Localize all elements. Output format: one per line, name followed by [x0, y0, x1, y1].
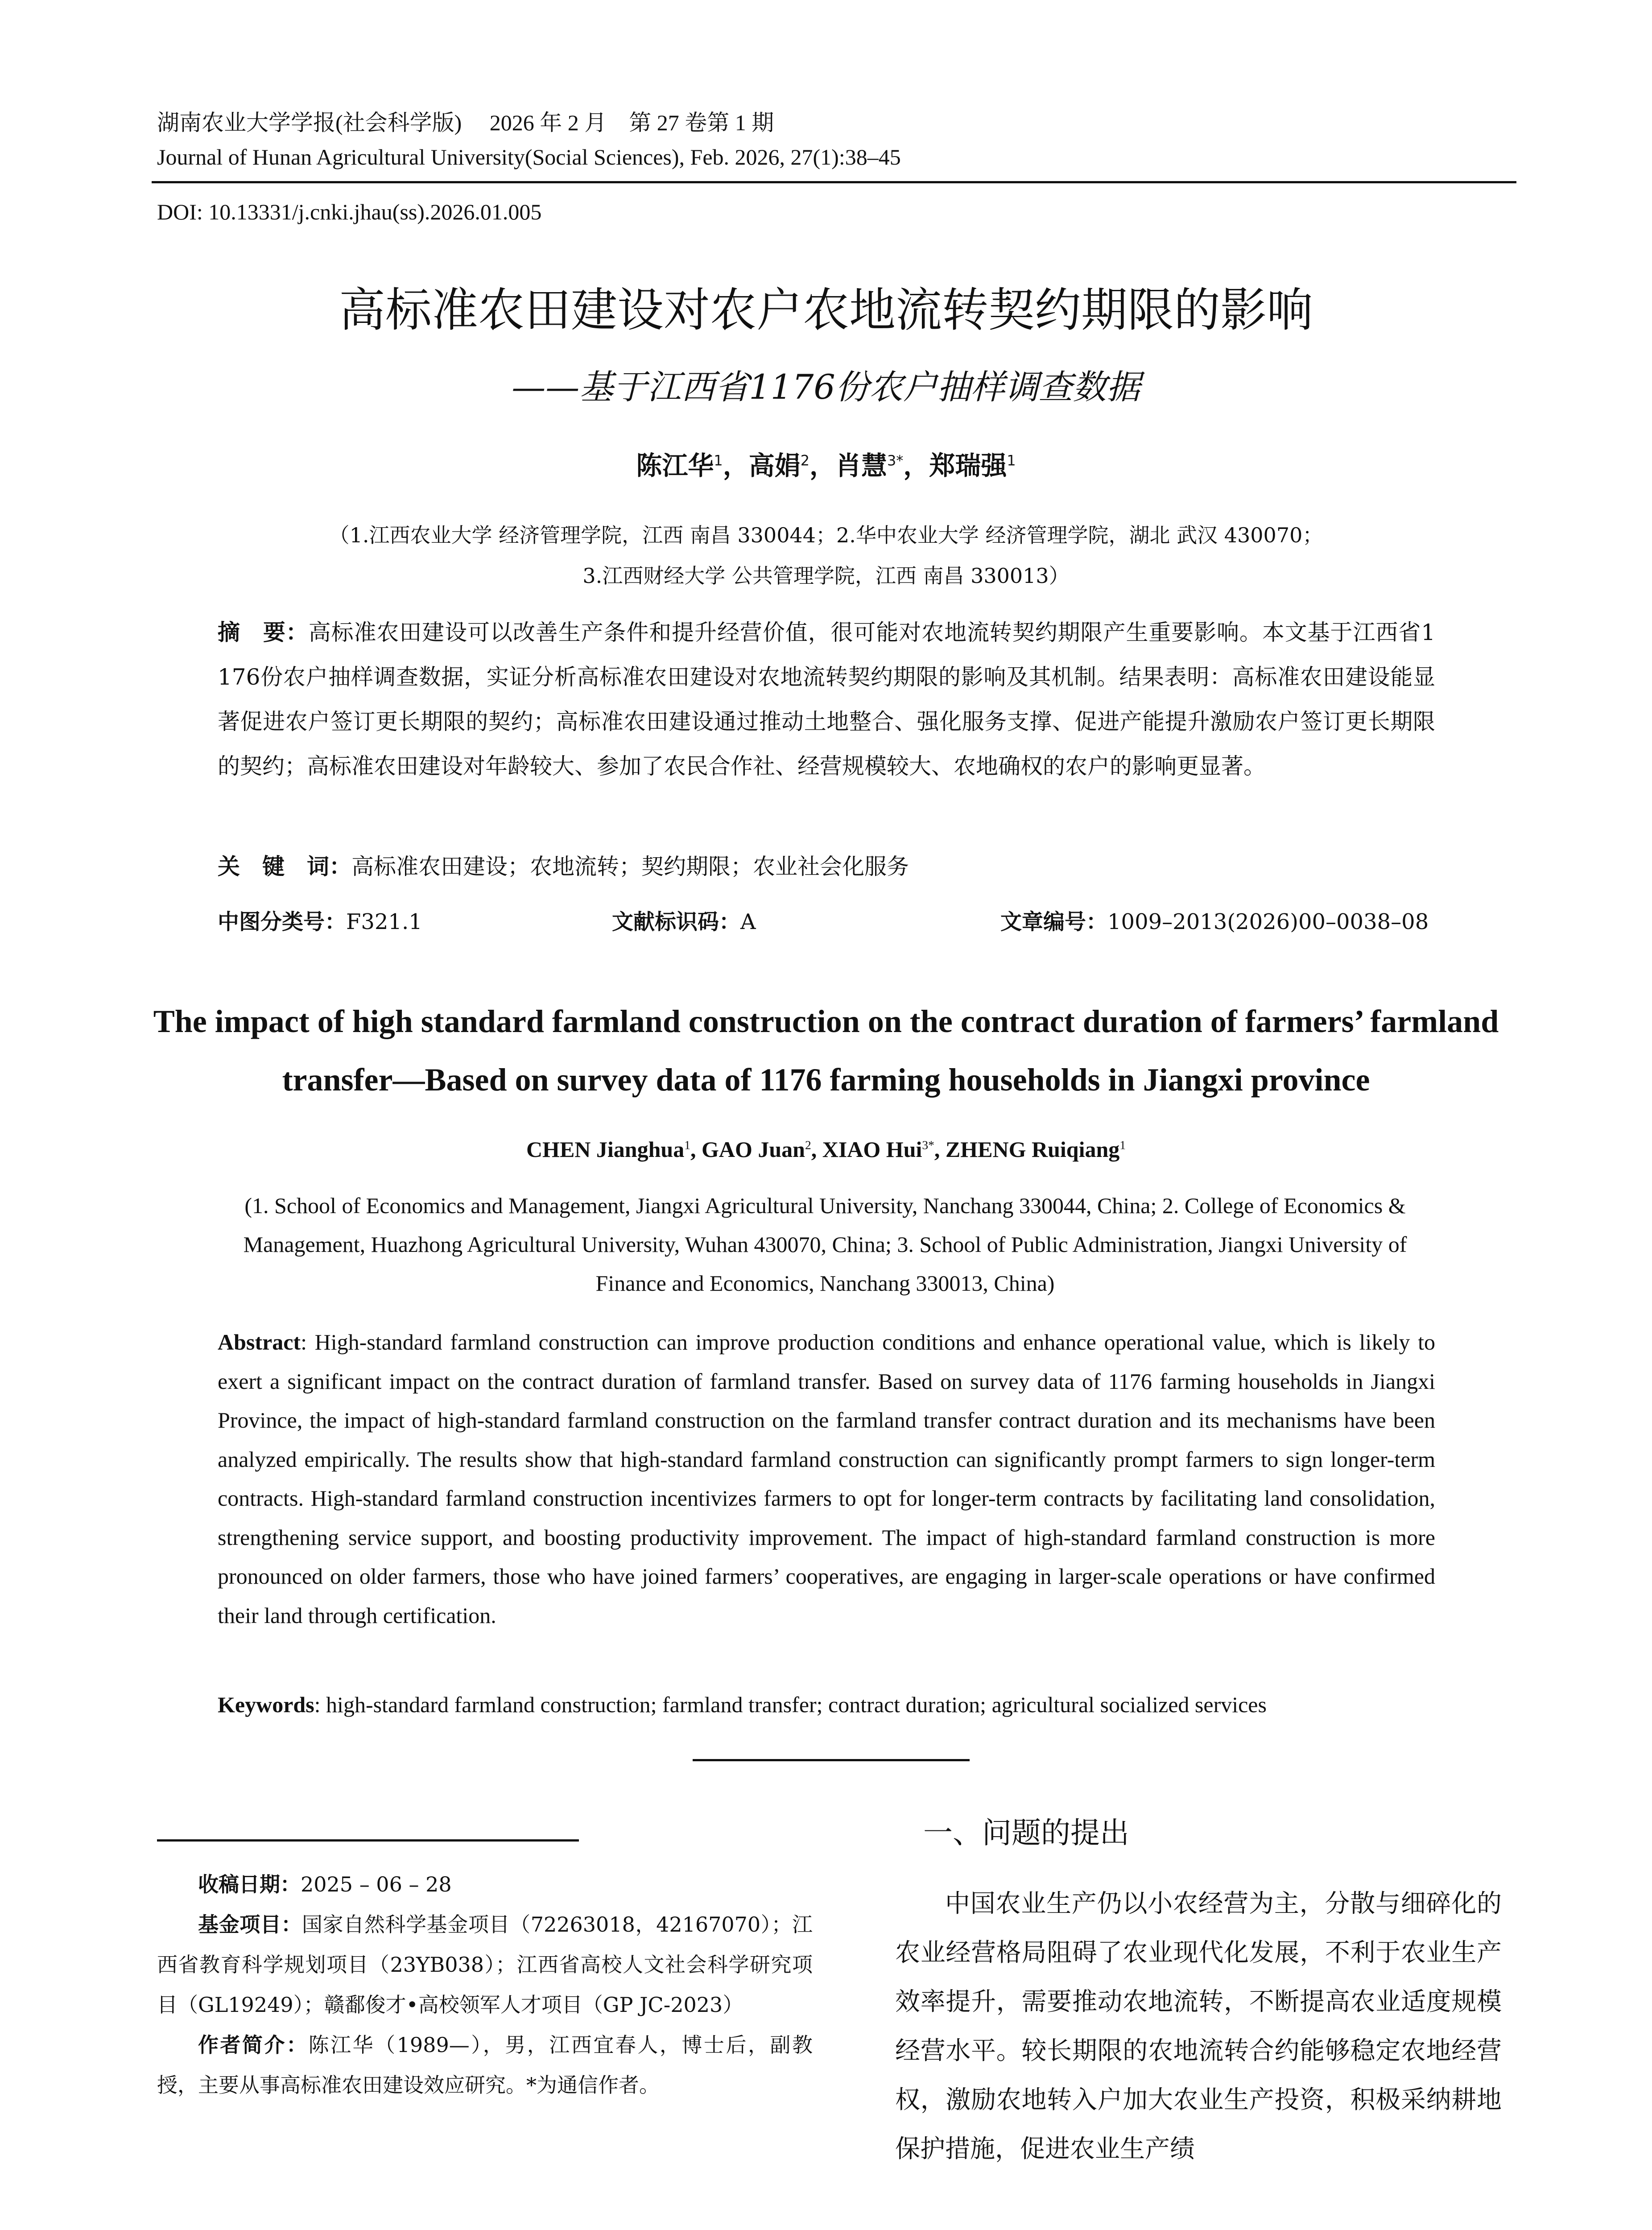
author-affil-sup: 1 [1007, 452, 1016, 469]
body-paragraph: 中国农业生产仍以小农经营为主，分散与细碎化的农业经营格局阻碍了农业现代化发展，不利于农业生产效率提升，需要推动农地流转，不断提高农业适度规模经营水平。较长期限的农地流转合约能够稳定农地经营权，激励农地转入户加大农业生产投资，积极采纳耕地保护措施，促进农业生产绩 [895, 1889, 1502, 2164]
journal-header-en: Journal of Hunan Agricultural University(Social Sciences), Feb. 2026, 27(1):38–45 [157, 145, 901, 169]
abstract-en [218, 1323, 1435, 1635]
author-en [822, 1137, 946, 1162]
keywords-cn-text: 高标准农田建设；农地流转；契约期限；农业社会化服务 [351, 854, 909, 880]
abstract-en-text: : High-standard farmland construction can improve production conditions and enhance operational value, which is likely to exert a significant impact on the contract duration of farmland transfer. Based on survey data of 1176 farming households in Jiangxi Province, the impact of high-standard farmland construction on the farmland transfer contract duration and its mechanisms have been analyzed empirically. The results show that high-standard farmland construction can significantly prompt farmers to sign longer-term contracts. High-standard farmland construction incentivizes farmers to opt for longer-term contracts by facilitating land consolidation, strengthening service support, and boosting productivity improvement. The impact of high-standard farmland construction is more pronounced on older farmers, those who have joined farmers’ cooperatives, are engaging in larger-scale operations or have confirmed their land through certification. [218, 1330, 1435, 1628]
author-sep: ， [903, 450, 929, 481]
author-name: XIAO Hui [822, 1137, 922, 1162]
abstract-en-label: Abstract [218, 1330, 301, 1355]
author-affil-sup: 1 [1119, 1138, 1126, 1152]
fund-value: 国家自然科学基金项目（72263018，42167070）；江西省教育科学规划项目（23YB038）；江西省高校人文社会科学研究项目（GL19249）；赣鄱俊才•高校领军人才项目（GP JC-2023） [157, 1912, 813, 2017]
author-name: CHEN Jianghua [526, 1137, 685, 1162]
body-text [895, 1879, 1502, 2174]
author-name: 高娟 [748, 450, 801, 481]
author-bio [157, 2025, 813, 2105]
keywords-en-text: : high-standard farmland construction; farmland transfer; contract duration; agricultural socialized services [314, 1692, 1267, 1717]
keywords-cn-label: 关 键 词： [218, 854, 351, 880]
author-name: 郑瑞强 [929, 450, 1007, 481]
article-no-label: 文章编号： [1000, 909, 1108, 934]
author-name: 肖慧 [835, 450, 888, 481]
author-affil-sup: 1 [684, 1138, 690, 1152]
doi-link[interactable]: DOI: 10.13331/j.cnki.jhau(ss).2026.01.005 [157, 199, 542, 224]
author-sep: ， [809, 450, 836, 481]
author-cn [636, 450, 748, 481]
author-cn [749, 450, 835, 481]
header-rule [152, 181, 1516, 183]
authors-en [0, 1132, 1652, 1167]
authors-cn [0, 448, 1652, 483]
clc-code [218, 902, 422, 942]
doc-code-value: A [740, 909, 756, 934]
author-name: 陈江华 [636, 450, 714, 481]
author-sep: , [934, 1137, 946, 1162]
journal-header-cn: 湖南农业大学学报(社会科学版) 2026 年 2 月 第 27 卷第 1 期 [157, 110, 774, 135]
fund-label: 基金项目： [198, 1912, 302, 1937]
author-sep: , [690, 1137, 702, 1162]
received-value: 2025 – 06 – 28 [301, 1872, 452, 1896]
author-bio-value: 陈江华（1989—），男，江西宜春人，博士后，副教授，主要从事高标准农田建设效应研究。*为通信作者。 [157, 2033, 813, 2097]
author-en [702, 1137, 822, 1162]
fund-projects [157, 1904, 813, 2025]
abstract-cn [218, 610, 1435, 789]
article-no-value: 1009–2013(2026)00–0038–08 [1107, 909, 1429, 934]
section-heading: 一、问题的提出 [923, 1816, 1129, 1850]
author-sep: ， [723, 450, 749, 481]
article-number [1000, 902, 1429, 942]
subtitle-cn: ——基于江西省1176份农户抽样调查数据 [512, 367, 1140, 407]
keywords-en [218, 1687, 1435, 1722]
doc-code-label: 文献标识码： [612, 909, 741, 934]
title-en: The impact of high standard farmland construction on the contract duration of farmers’ farmland transfer—Based on survey data of 1176 farming households in Jiangxi province [153, 1004, 1499, 1098]
affiliations-en: (1. School of Economics and Management, Jiangxi Agricultural University, Nanchang 330044, China; 2. College of Economics & Management, Huazhong Agricultural University, Wuhan 430070, China; 3. School of Public Administration, Jiangxi University of Finance and Economics, Nanchang 330013, China) [243, 1193, 1407, 1296]
footnote-rule [157, 1839, 579, 1842]
affiliations-cn [0, 515, 1652, 596]
author-affil-sup: 2 [800, 452, 810, 469]
author-affil-sup: 2 [805, 1138, 811, 1152]
author-affil-sup: 1 [714, 452, 723, 469]
received-date [157, 1864, 813, 1904]
section-divider [693, 1759, 970, 1761]
author-name: ZHENG Ruiqiang [945, 1137, 1120, 1162]
footnotes [157, 1864, 813, 2105]
affiliation-line: （1.江西农业大学 经济管理学院，江西 南昌 330044；2.华中农业大学 经济管理学院，湖北 武汉 430070； [329, 523, 1323, 547]
keywords-cn [218, 844, 1435, 889]
author-cn [835, 450, 929, 481]
clc-label: 中图分类号： [218, 909, 347, 934]
author-affil-sup: 3* [887, 452, 904, 469]
author-sep: , [811, 1137, 822, 1162]
abstract-cn-label: 摘 要： [218, 619, 309, 645]
received-label: 收稿日期： [198, 1872, 301, 1896]
clc-value: F321.1 [346, 909, 422, 934]
author-cn [929, 450, 1016, 481]
affiliation-line: 3.江西财经大学 公共管理学院，江西 南昌 330013） [582, 564, 1070, 588]
author-bio-label: 作者简介： [198, 2033, 309, 2057]
document-code [612, 902, 756, 942]
title-cn: 高标准农田建设对农户农地流转契约期限的影响 [339, 283, 1313, 337]
author-en [946, 1137, 1126, 1162]
author-en [526, 1137, 702, 1162]
author-name: GAO Juan [701, 1137, 805, 1162]
author-affil-sup: 3* [922, 1138, 934, 1152]
abstract-cn-text: 高标准农田建设可以改善生产条件和提升经营价值，很可能对农地流转契约期限产生重要影响。本文基于江西省1 176份农户抽样调查数据，实证分析高标准农田建设对农地流转契约期限的影响及其机制。结果表明：高标准农田建设能显著促进农户签订更长期限的契约；高标准农田建设通过推动土地整合、强化服务支撑、促进产能提升激励农户签订更长期限的契约；高标准农田建设对年龄较大、参加了农民合作社、经营规模较大、农地确权的农户的影响更显著。 [218, 619, 1436, 779]
keywords-en-label: Keywords [218, 1692, 314, 1717]
